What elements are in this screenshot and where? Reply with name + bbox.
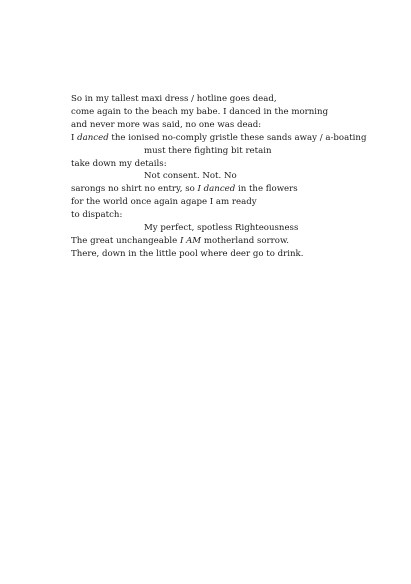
poem-line-4-italic: danced: [77, 132, 109, 143]
poem-line-2: come again to the beach my babe. I danced in the morning: [71, 106, 329, 117]
poem-body: [71, 93, 371, 261]
poem-line-4: [71, 132, 371, 145]
poem-line-8-start: sarongs no shirt no entry, so: [71, 184, 198, 195]
poem-line-12: [71, 235, 371, 248]
poem-line-3: and never more was said, no one was dead:: [71, 119, 262, 130]
poem-line-8-end: in the flowers: [235, 184, 298, 195]
poem-line-10: to dispatch:: [71, 210, 123, 221]
poem-line-13: There, down in the little pool where deer go to drink.: [71, 248, 304, 259]
poem-line-12-start: The great unchangeable: [71, 235, 180, 246]
poem-line-7: Not consent. Not. No: [144, 171, 237, 182]
poem-line-5: must there fighting bit retain: [144, 145, 272, 156]
poem-line-12-end: motherland sorrow.: [201, 235, 290, 246]
poem-line-4-start: I: [71, 132, 78, 143]
poem-line-4-end: the ionised no-comply gristle these sands away / a-boating: [108, 132, 367, 143]
poem-line-1: So in my tallest maxi dress / hotline goes dead,: [71, 94, 277, 104]
poem-line-8: [71, 183, 371, 196]
poem-line-11: My perfect, spotless Righteousness: [144, 223, 299, 234]
poem-line-12-italic: I AM: [179, 235, 202, 246]
poem-line-9: for the world once again agape I am ready: [71, 197, 257, 208]
poem-line-6: take down my details:: [71, 158, 167, 169]
poem-line-8-italic: I danced: [197, 184, 236, 195]
